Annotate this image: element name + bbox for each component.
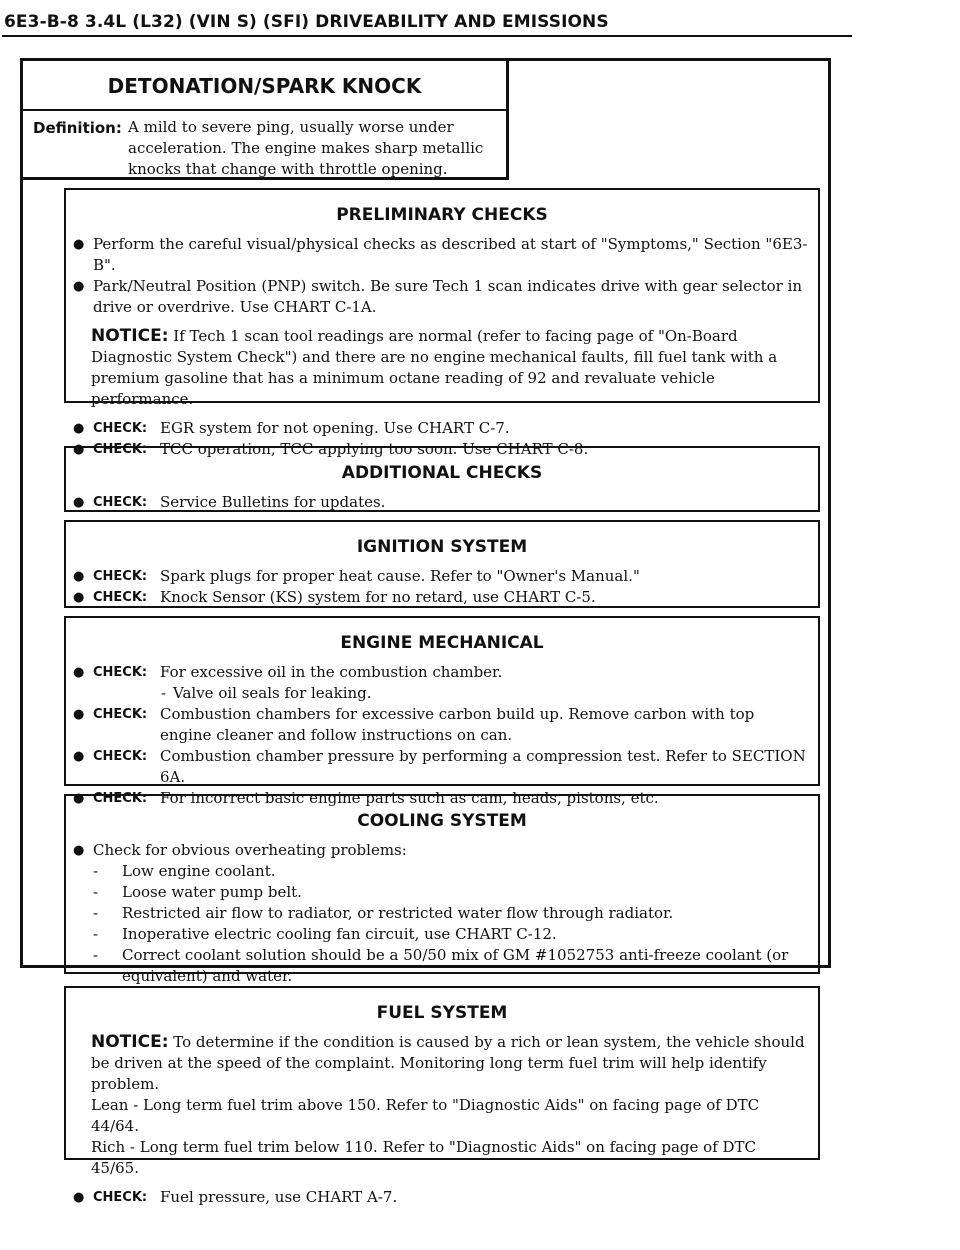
- notice: [66, 326, 818, 410]
- check-text: EGR system for not opening. Use CHART C-7.: [160, 419, 510, 437]
- list-item-text: Correct coolant solution should be a 50/50 mix of GM #1052753 anti-freeze coolant (or equivalent) and water.: [122, 946, 789, 985]
- bullet-icon: ●: [73, 665, 85, 680]
- check-item: [66, 662, 818, 683]
- additional-checks-section: [64, 446, 820, 512]
- dash-icon: -: [93, 862, 99, 880]
- list-item-text: Low engine coolant.: [122, 862, 276, 880]
- spacer: [66, 1179, 818, 1187]
- bullet-icon: ●: [73, 569, 85, 584]
- list-item: [66, 924, 818, 945]
- check-item: [66, 704, 818, 746]
- check-label: CHECK:: [93, 665, 148, 680]
- dash-icon: -: [93, 925, 99, 943]
- check-text: Spark plugs for proper heat cause. Refer to "Owner's Manual.": [160, 567, 640, 585]
- definition-box: [20, 58, 509, 180]
- check-label: CHECK:: [93, 1190, 148, 1205]
- preliminary-checks-title: PRELIMINARY CHECKS: [336, 205, 548, 225]
- list-item: [66, 882, 818, 903]
- bullet-icon: ●: [73, 749, 85, 764]
- check-text: Fuel pressure, use CHART A-7.: [160, 1188, 398, 1206]
- bullet-icon: ●: [73, 707, 85, 722]
- check-label: CHECK:: [93, 707, 148, 722]
- check-text: For excessive oil in the combustion chamber.: [160, 663, 503, 681]
- header-rule: [2, 35, 852, 37]
- rich-note: Rich - Long term fuel trim below 110. Refer to "Diagnostic Aids" on facing page of DTC 45/65.: [91, 1138, 757, 1177]
- bullet-icon: ●: [73, 279, 85, 294]
- list-item: [66, 861, 818, 882]
- preliminary-checks-section: [64, 188, 820, 458]
- dash-icon: -: [93, 883, 99, 901]
- check-label: CHECK:: [93, 495, 148, 510]
- check-label: CHECK:: [93, 791, 148, 806]
- check-label: CHECK:: [93, 569, 148, 584]
- page-header: 6E3-B-8 3.4L (L32) (VIN S) (SFI) DRIVEABILITY AND EMISSIONS: [4, 12, 609, 32]
- definition-title: DETONATION/SPARK KNOCK: [107, 74, 422, 98]
- bullet-icon: ●: [73, 495, 85, 510]
- definition-divider: [23, 109, 506, 111]
- check-item: [66, 566, 818, 587]
- notice-label: NOTICE:: [91, 1032, 169, 1052]
- bullet-item: [66, 276, 818, 318]
- check-text: For incorrect basic engine parts such as cam, heads, pistons, etc.: [160, 789, 659, 807]
- bullet-text: Check for obvious overheating problems:: [93, 841, 407, 859]
- bullet-icon: ●: [73, 843, 85, 858]
- bullet-item: [66, 234, 818, 276]
- definition-text: A mild to severe ping, usually worse under acceleration. The engine makes sharp metallic knocks that change with throttle opening.: [128, 118, 484, 178]
- list-item: [66, 945, 818, 987]
- engine-mechanical-section: [64, 616, 820, 807]
- check-label: CHECK:: [93, 590, 148, 605]
- sub-item-text: Valve oil seals for leaking.: [173, 684, 372, 702]
- engine-mechanical-title: ENGINE MECHANICAL: [340, 633, 544, 653]
- additional-checks-title: ADDITIONAL CHECKS: [341, 463, 543, 483]
- list-item-text: Loose water pump belt.: [122, 883, 302, 901]
- check-text: Knock Sensor (KS) system for no retard, use CHART C-5.: [160, 588, 596, 606]
- bullet-icon: ●: [73, 421, 85, 436]
- bullet-text: Perform the careful visual/physical checks as described at start of "Symptoms," Section "6E3-B".: [93, 235, 808, 274]
- bullet-icon: ●: [73, 237, 85, 252]
- check-item: [66, 1187, 818, 1208]
- definition-label: Definition:: [33, 119, 122, 137]
- list-item-text: Inoperative electric cooling fan circuit, use CHART C-12.: [122, 925, 557, 943]
- bullet-icon: ●: [73, 590, 85, 605]
- sub-item: [66, 683, 818, 704]
- check-text: Service Bulletins for updates.: [160, 493, 386, 511]
- fuel-system-title: FUEL SYSTEM: [376, 1003, 508, 1023]
- bullet-icon: ●: [73, 442, 85, 457]
- bullet-text: Park/Neutral Position (PNP) switch. Be sure Tech 1 scan indicates drive with gear selector in drive or overdrive. Use CHART C-1A.: [93, 277, 803, 316]
- cooling-system-title: COOLING SYSTEM: [357, 811, 527, 831]
- check-item: [66, 746, 818, 788]
- notice: [66, 1032, 818, 1095]
- check-text: TCC operation, TCC applying too soon. Use CHART C-8.: [160, 440, 589, 458]
- cooling-system-section: [64, 794, 820, 985]
- ignition-system-title: IGNITION SYSTEM: [356, 537, 528, 557]
- dash-icon: -: [161, 684, 167, 702]
- ignition-system-section: [64, 520, 820, 608]
- list-item-text: Restricted air flow to radiator, or restricted water flow through radiator.: [122, 904, 674, 922]
- dash-icon: -: [93, 904, 99, 922]
- lean-note: Lean - Long term fuel trim above 150. Refer to "Diagnostic Aids" on facing page of DTC 44/64.: [91, 1096, 760, 1135]
- check-label: CHECK:: [93, 442, 148, 457]
- check-label: CHECK:: [93, 749, 148, 764]
- bullet-icon: ●: [73, 791, 85, 806]
- dash-icon: -: [93, 946, 99, 964]
- check-item: [66, 492, 818, 513]
- bullet-icon: ●: [73, 1190, 85, 1205]
- check-label: CHECK:: [93, 421, 148, 436]
- check-item: [66, 587, 818, 608]
- notice-label: NOTICE:: [91, 326, 169, 346]
- notice-text: To determine if the condition is caused by a rich or lean system, the vehicle should be driven at the speed of the complaint. Monitoring long term fuel trim will help identify problem.: [91, 1033, 805, 1093]
- check-text: Combustion chambers for excessive carbon build up. Remove carbon with top engine cleaner and follow instructions on can.: [160, 705, 755, 744]
- bullet-item: [66, 840, 818, 861]
- list-item: [66, 903, 818, 924]
- check-item: [66, 418, 818, 439]
- check-text: Combustion chamber pressure by performing a compression test. Refer to SECTION 6A.: [160, 747, 806, 786]
- notice-text: If Tech 1 scan tool readings are normal (refer to facing page of "On-Board Diagnostic System Check") and there are no engine mechanical faults, fill fuel tank with a premium gasoline that has a minimum octane reading of 92 and revaluate vehicle performance.: [91, 327, 778, 408]
- fuel-system-section: [64, 986, 820, 1206]
